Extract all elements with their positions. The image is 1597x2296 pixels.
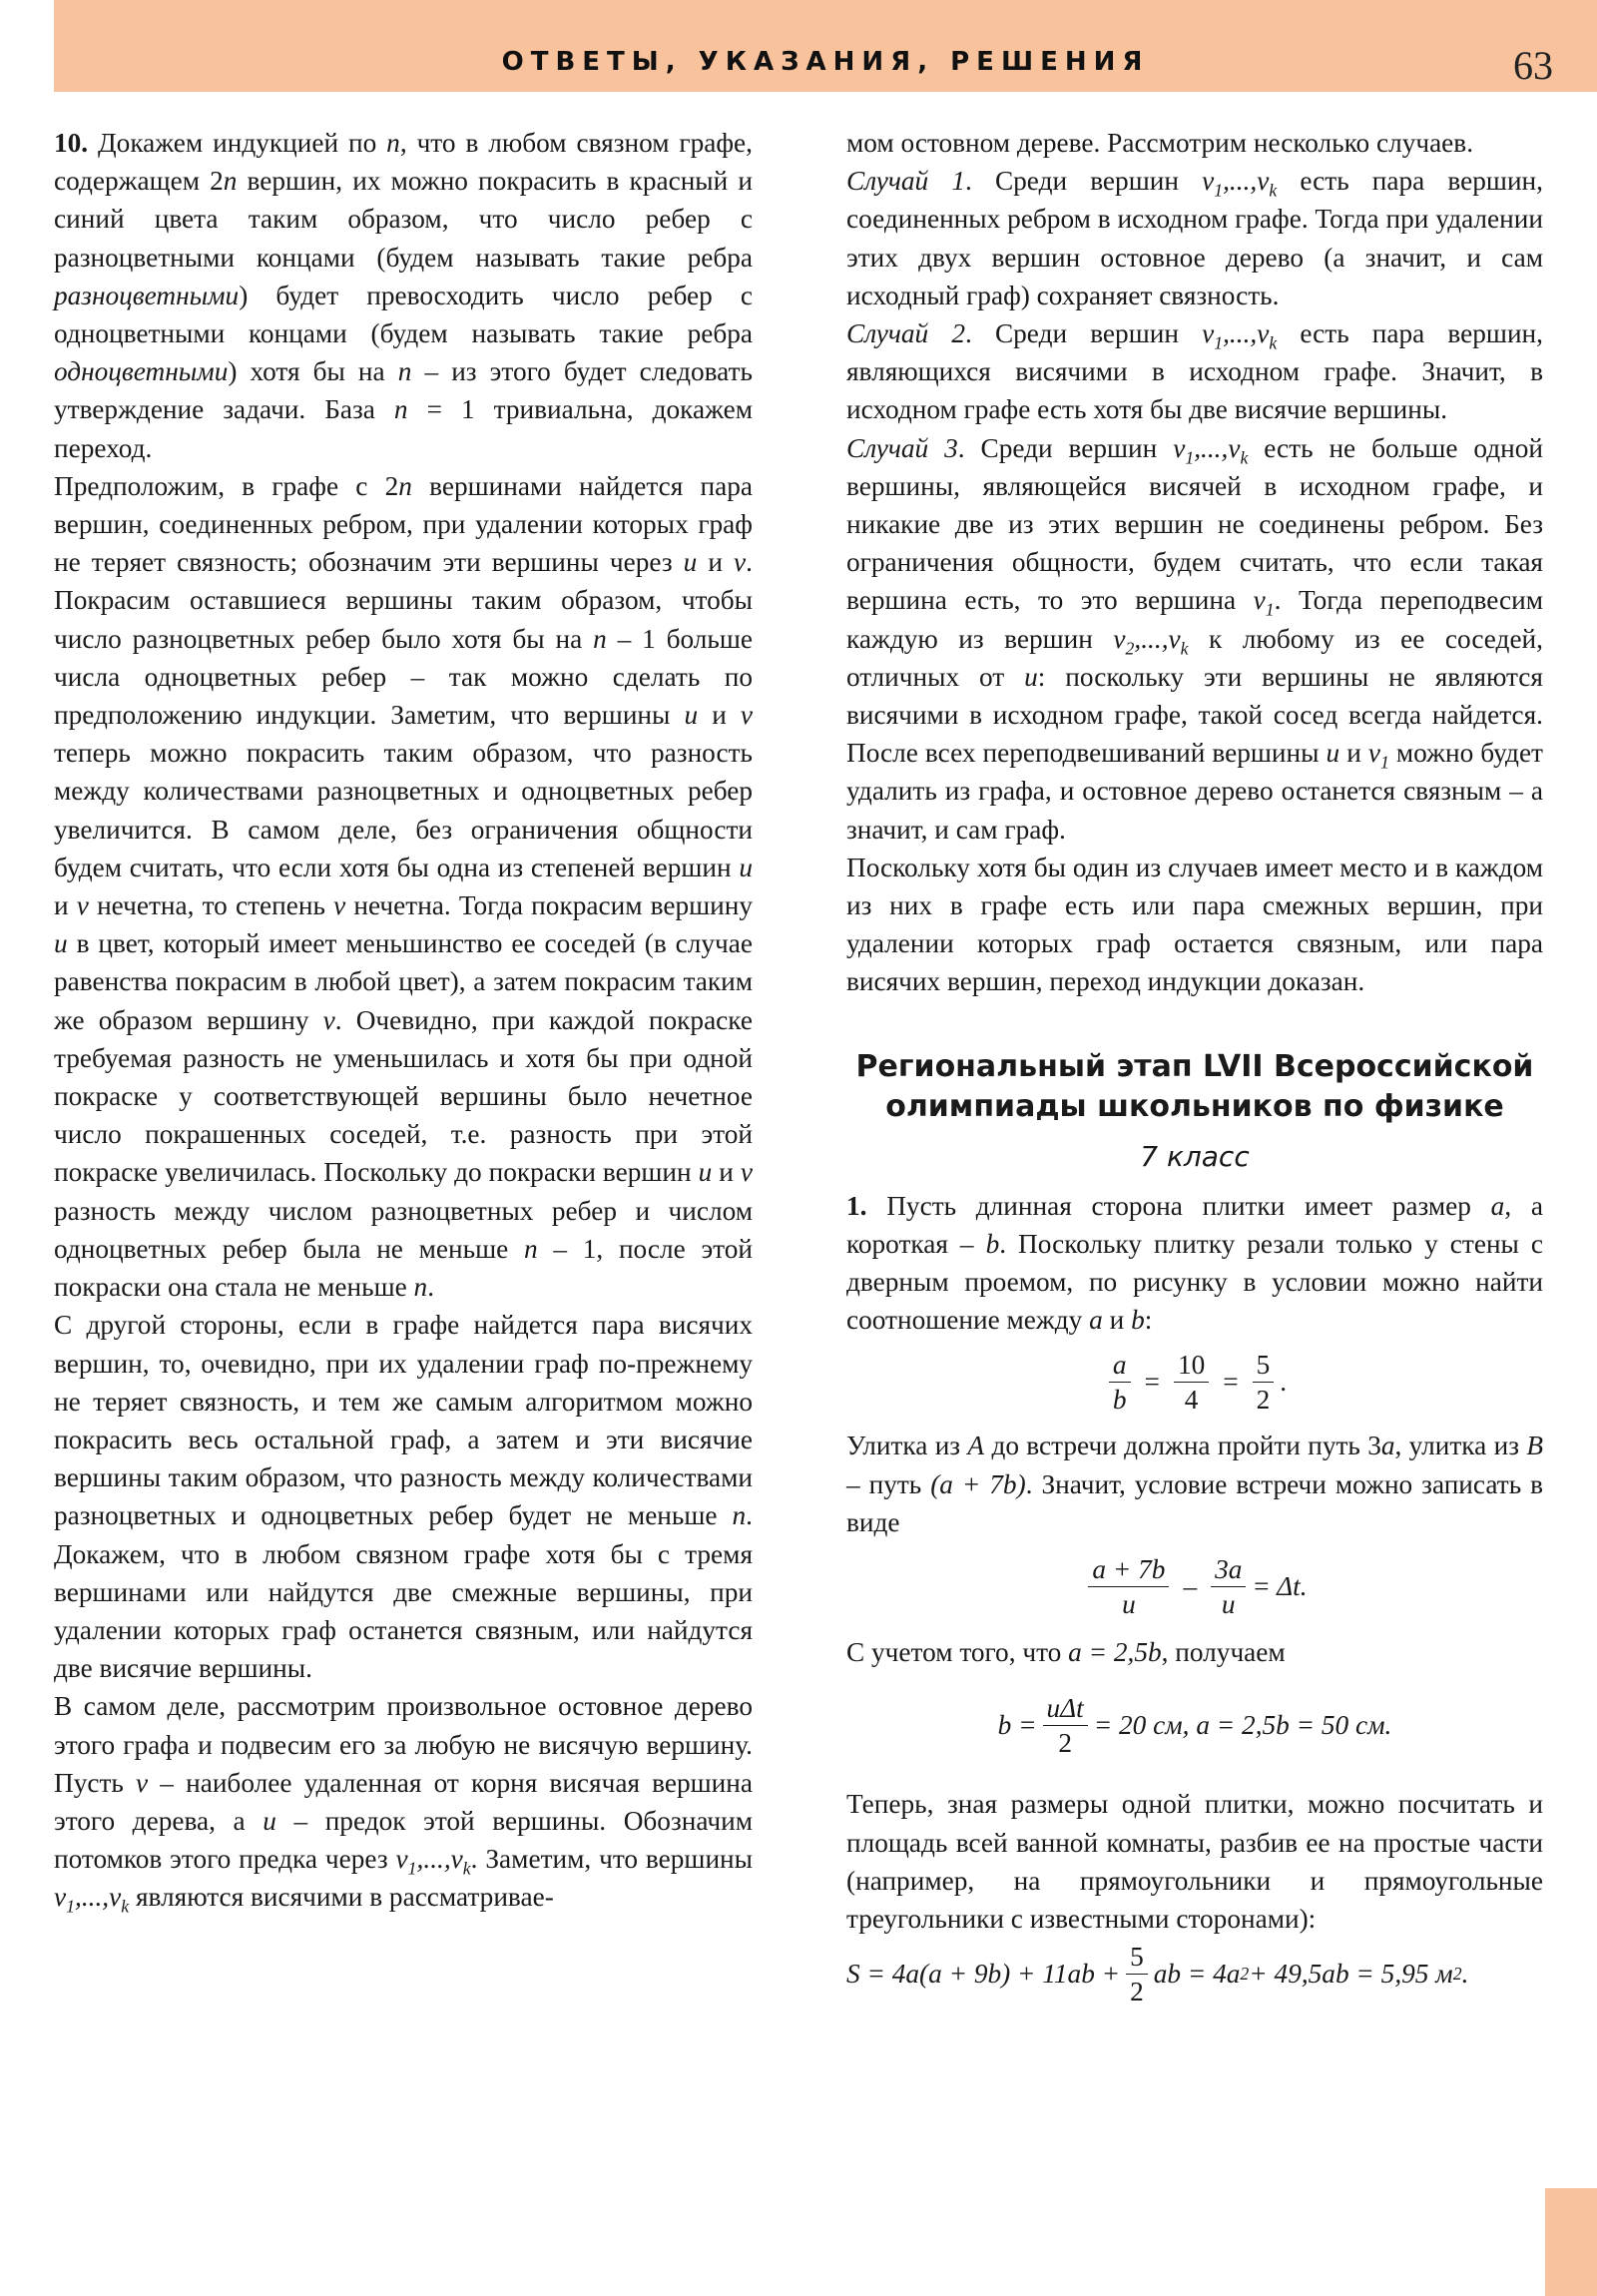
- paragraph-snails: Улитка из A до встречи должна пройти путь 3a, улитка из B – путь (a + 7b). Значит, условие встречи можно записать в виде: [846, 1431, 1543, 1537]
- paragraph-case-2: Случай 2. Среди вершин $v_1,...,v_k$ есть пара вершин, являющихся висячими в исходном графе. Значит, в исходном графе есть хотя бы две висячие вершины.: [846, 318, 1543, 425]
- paragraph-considering: С учетом того, что a = 2,5b, получаем: [846, 1637, 1286, 1668]
- side-tab-decoration: [1545, 2188, 1597, 2296]
- vertex-list: $v_1,...,v_k$: [1202, 166, 1278, 201]
- section-title: Региональный этап LVII Всероссийской олимпиады школьников по физике: [855, 1048, 1534, 1124]
- paragraph-continuation: мом остовном дереве. Рассмотрим несколько случаев.: [846, 128, 1474, 158]
- page-header: [54, 0, 1597, 92]
- problem-number: 1.: [846, 1190, 867, 1221]
- paragraph-suppose: Предположим, в графе с 2n вершинами найдется пара вершин, соединенных ребром, при удалении которых граф не теряет связность; обозначим эти вершины через u и v. Покрасим оставшиеся вершины таким образом, чтобы число разноцветных ребер было хотя бы на n – 1 больше числа одноцветных ребер – так можно сделать по предположению индукции. Заметим, что вершины u и v теперь можно покрасить таким образом, что разность между количествами разноцветных и одноцветных ребер увеличится. В самом деле, без ограничения общности будем считать, что если хотя бы одна из степеней вершин u и v нечетна, то степень v нечетна. Тогда покрасим вершину u в цвет, который имеет меньшинство ее соседей (в случае равенства покрасим в любой цвет), а затем покрасим таким же образом вершину v. Очевидно, при каждой покраске требуемая разность не уменьшилась и хотя бы при одной покраске у соответствующей вершины было нечетное число покрашенных соседей, т.е. разность при этой покраске увеличилась. Поскольку до покраски вершин u и v разность между числом разноцветных ребер и числом одноцветных ребер была не меньше n – 1, после этой покраски она стала не меньше n.: [54, 470, 754, 1303]
- paragraph-induction: 10. Докажем индукцией по n, что в любом связном графе, содержащем 2n вершин, их можно покрасить в красный и синий цвета таким образом, что число ребер с разноцветными концами (будем называть такие ребра разноцветными) будет превосходить число ребер с одноцветными концами (будем называть такие ребра одноцветными) хотя бы на n – из этого будет следовать утверждение задачи. База n = 1 тривиальна, докажем переход.: [54, 128, 753, 463]
- paragraph-conclusion: Поскольку хотя бы один из случаев имеет место и в каждом из них в графе есть или пара смежных вершин, при удалении которых граф остается связным, или пара висячих вершин, переход индукции доказан.: [846, 852, 1543, 997]
- case-label: Случай 3: [846, 432, 958, 463]
- vertex-list: $v_2,...,v_k$: [1113, 623, 1189, 659]
- paragraph-area: Теперь, зная размеры одной плитки, можно посчитать и площадь всей ванной комнаты, разбив ее на простые части (например, на прямоугольники и прямоугольные треугольники с известными сторонами):: [846, 1789, 1543, 1934]
- vertex-list: $v_1,...,v_k$: [1202, 318, 1278, 353]
- right-column: [846, 124, 1544, 2007]
- vertex-list: $v_1,...,v_k$: [1173, 432, 1249, 468]
- paragraph-spanning-tree: В самом деле, рассмотрим произвольное остовное дерево этого графа и подвесим его за любую не висячую вершину. Пусть v – наиболее удаленная от корня висячая вершина этого дерева, а u – предок этой вершины. Обозначим потомков этого предка через $v_1,...,v_k$. Заметим, что вершины $v_1,...,v_k$ являются висячими в рассматривае-: [54, 1691, 753, 1917]
- vertex-list: $v_1,...,v_k$: [395, 1844, 471, 1879]
- page-number: 63: [1513, 43, 1553, 88]
- term-monocolor: одноцветными: [54, 356, 229, 387]
- paragraph-tile: 1. Пусть длинная сторона плитки имеет размер a, а короткая – b. Поскольку плитку резали только у стены с дверным проемом, по рисунку в условии можно найти соотношение между a и b:: [846, 1190, 1544, 1336]
- case-label: Случай 1: [846, 166, 965, 197]
- left-column: [54, 124, 753, 1917]
- paragraph-other-side: С другой стороны, если в графе найдется пара висячих вершин, то, очевидно, при их удалении граф по-прежнему не теряет связность, и тем же самым алгоритмом можно покрасить весь остальной граф, а затем и эти висячие вершины таким образом, что разность между количествами разноцветных и одноцветных ребер будет не меньше n. Докажем, что в любом связном графе хотя бы с тремя вершинами или найдутся две смежные вершины, при удалении которых граф останется связным, или найдутся две висячие вершины.: [54, 1310, 753, 1684]
- problem-number: 10.: [54, 128, 89, 158]
- grade-heading: 7 класс: [1140, 1139, 1250, 1173]
- running-title: ОТВЕТЫ, УКАЗАНИЯ, РЕШЕНИЯ: [501, 47, 1150, 77]
- formula-sizes: b = $\frac{\text{uΔt}}{2}$ = 20 см, a = 2,5b = 50 см.: [997, 1692, 1392, 1758]
- paragraph-case-1: Случай 1. Среди вершин $v_1,...,v_k$ есть пара вершин, соединенных ребром в исходном графе. Тогда при удалении этих двух вершин остовное дерево (а значит, и сам исходный граф) сохраняет связность.: [846, 166, 1543, 310]
- paragraph-case-3: Случай 3. Среди вершин $v_1,...,v_k$ есть не больше одной вершины, являющейся висячей в исходном графе, и никакие две из этих вершин не соединены ребром. Без ограничения общности, будем считать, что если такая вершина есть, то это вершина $v_1$. Тогда переподвесим каждую из вершин $v_2,...,v_k$ к любому из ее соседей, отличных от u: поскольку эти вершины не являются висячими в исходном графе, такой сосед всегда найдется. После всех переподвешиваний вершины u и $v_1$ можно будет удалить из графа, и остовное дерево останется связным – а значит, и сам граф.: [846, 432, 1543, 845]
- formula-meeting: $\frac{a + 7b}{u}$ – $\frac{3a}{u}$ = Δt.: [846, 1545, 1543, 1627]
- term-multicolor: разноцветными: [54, 280, 240, 310]
- formula-area: S = 4a(a + 9b) + 11ab + $\frac{5}{2}$ ab = 4a 2 + 49,5ab = 5,95 м 2 .: [846, 1941, 1469, 2007]
- case-label: Случай 2: [846, 318, 965, 349]
- vertex-list: $v_1,...,v_k$: [54, 1882, 130, 1917]
- formula-ratio: $\frac{a}{b}$ = $\frac{10}{4}$ = $\frac{5}{2}$ .: [846, 1341, 1543, 1423]
